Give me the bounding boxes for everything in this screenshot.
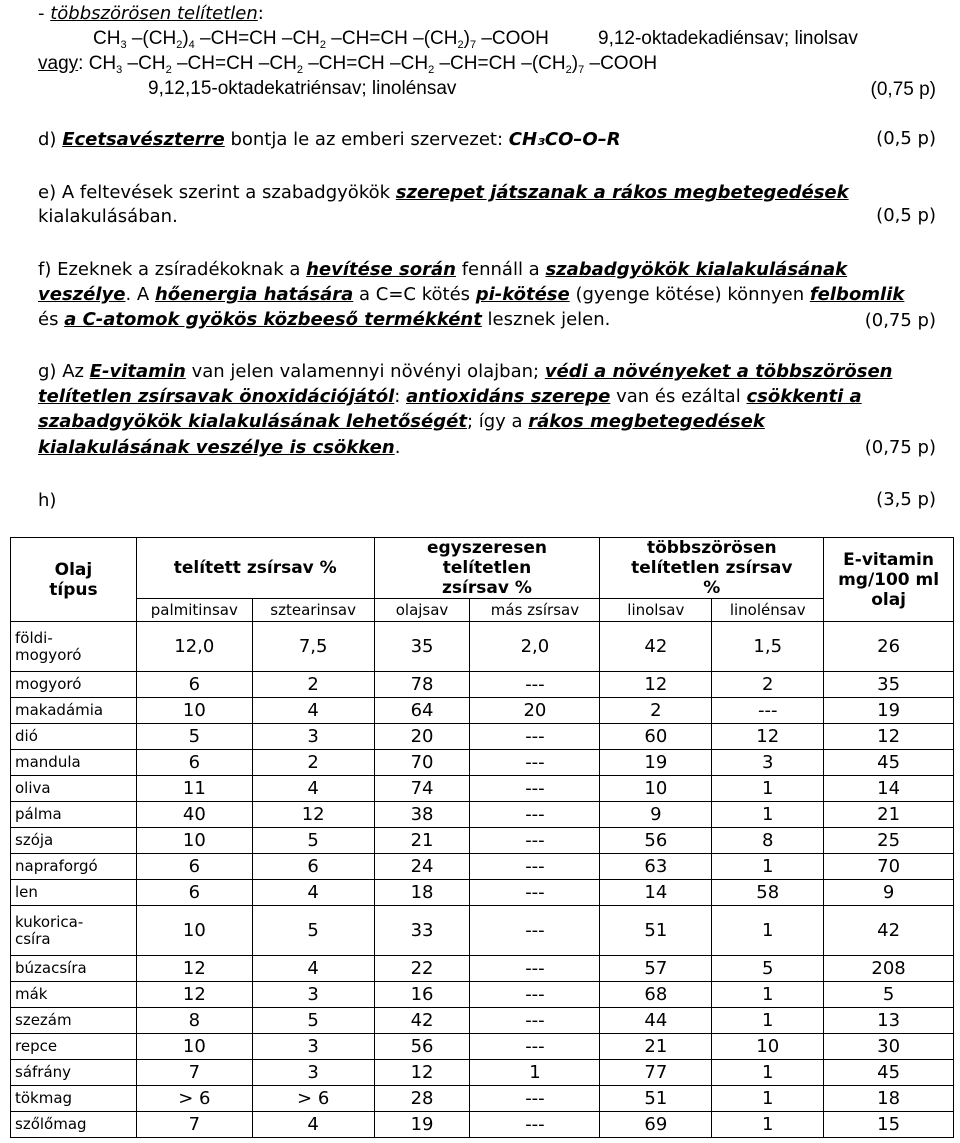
- value-cell: ---: [470, 1008, 600, 1034]
- table-row: [11, 982, 954, 1008]
- vagy-label: vagy: [38, 53, 79, 74]
- table-row: [11, 956, 954, 982]
- g-emph-6: szabadgyökök kialakulásának lehetőségét: [38, 411, 467, 432]
- label-f: f): [38, 259, 52, 280]
- section-intro: [38, 2, 936, 26]
- value-cell: 35: [824, 672, 954, 698]
- value-cell: ---: [470, 906, 600, 956]
- value-cell: 51: [600, 1086, 712, 1112]
- header-saturated: telített zsírsav %: [136, 538, 374, 599]
- header-vitamin-e: E-vitamin mg/100 ml olaj: [824, 538, 954, 622]
- value-cell: 10: [136, 828, 252, 854]
- value-cell: 22: [374, 956, 470, 982]
- subheader-linoleic: linolsav: [600, 599, 712, 622]
- value-cell: 24: [374, 854, 470, 880]
- value-cell: 12: [252, 802, 374, 828]
- value-cell: 1: [712, 1112, 824, 1138]
- oil-name-cell: földi- mogyoró: [11, 622, 137, 672]
- oil-name-cell: oliva: [11, 776, 137, 802]
- value-cell: 14: [600, 880, 712, 906]
- oil-name-cell: napraforgó: [11, 854, 137, 880]
- value-cell: 57: [600, 956, 712, 982]
- f-text-4: a C=C kötés: [353, 284, 476, 305]
- value-cell: 4: [252, 1112, 374, 1138]
- g-emph-1: E-vitamin: [89, 361, 186, 382]
- g-text-4: van és ezáltal: [610, 386, 747, 407]
- value-cell: 1: [470, 1060, 600, 1086]
- g-text-3: :: [394, 386, 407, 407]
- value-cell: 1,5: [712, 622, 824, 672]
- value-cell: 19: [374, 1112, 470, 1138]
- oil-name-cell: szója: [11, 828, 137, 854]
- value-cell: 10: [136, 698, 252, 724]
- value-cell: 25: [824, 828, 954, 854]
- value-cell: ---: [712, 698, 824, 724]
- value-cell: ---: [470, 854, 600, 880]
- formula-linoleic-name: 9,12-oktadekadiénsav; linolsav: [598, 28, 858, 49]
- value-cell: 10: [600, 776, 712, 802]
- value-cell: 70: [374, 750, 470, 776]
- item-d: [38, 128, 936, 152]
- value-cell: 7: [136, 1112, 252, 1138]
- value-cell: ---: [470, 880, 600, 906]
- f-text-3: . A: [125, 284, 155, 305]
- table-row: [11, 698, 954, 724]
- value-cell: 1: [712, 1086, 824, 1112]
- colon: :: [257, 3, 264, 24]
- table-row: [11, 776, 954, 802]
- subheader-stearic: sztearinsav: [252, 599, 374, 622]
- value-cell: 10: [136, 1034, 252, 1060]
- value-cell: 18: [824, 1086, 954, 1112]
- value-cell: 19: [824, 698, 954, 724]
- value-cell: 16: [374, 982, 470, 1008]
- value-cell: > 6: [252, 1086, 374, 1112]
- value-cell: 10: [712, 1034, 824, 1060]
- f-emph-7: a C-atomok gyökös közbeeső termékként: [64, 309, 482, 330]
- item-g-line1: [38, 360, 936, 384]
- table-row: [11, 750, 954, 776]
- subheader-oleic: olajsav: [374, 599, 470, 622]
- table-row: [11, 1034, 954, 1060]
- value-cell: 1: [712, 802, 824, 828]
- value-cell: > 6: [136, 1086, 252, 1112]
- f-emph-4: hőenergia hatására: [154, 284, 354, 305]
- value-cell: 12,0: [136, 622, 252, 672]
- value-cell: 38: [374, 802, 470, 828]
- table-row: [11, 1112, 954, 1138]
- f-emph-6: felbomlik: [809, 284, 905, 305]
- points-h: (3,5 p): [876, 489, 936, 510]
- f-text-6: és: [38, 309, 65, 330]
- dash: -: [38, 3, 51, 24]
- table-row: [11, 622, 954, 672]
- table-row: [11, 1060, 954, 1086]
- value-cell: 5: [712, 956, 824, 982]
- oil-name-cell: mák: [11, 982, 137, 1008]
- value-cell: 9: [824, 880, 954, 906]
- oil-name-cell: makadámia: [11, 698, 137, 724]
- points-g: (0,75 p): [864, 437, 936, 458]
- value-cell: 40: [136, 802, 252, 828]
- value-cell: 7: [136, 1060, 252, 1086]
- value-cell: ---: [470, 956, 600, 982]
- value-cell: 3: [252, 982, 374, 1008]
- oil-name-cell: szőlőmag: [11, 1112, 137, 1138]
- oil-name-cell: mandula: [11, 750, 137, 776]
- table-row: [11, 1086, 954, 1112]
- item-e-line2: kialakulásában.: [38, 206, 178, 227]
- value-cell: ---: [470, 750, 600, 776]
- ester-formula: CH₃CO–O–R: [508, 129, 621, 150]
- g-text-2: van jelen valamennyi növényi olajban;: [185, 361, 545, 382]
- value-cell: 12: [136, 956, 252, 982]
- value-cell: 6: [136, 880, 252, 906]
- value-cell: 6: [136, 854, 252, 880]
- header-monounsaturated: egyszeresen telítetlen zsírsav %: [374, 538, 600, 599]
- value-cell: 14: [824, 776, 954, 802]
- value-cell: 4: [252, 880, 374, 906]
- value-cell: 60: [600, 724, 712, 750]
- value-cell: 2: [252, 672, 374, 698]
- value-cell: 42: [824, 906, 954, 956]
- value-cell: 12: [374, 1060, 470, 1086]
- oil-name-cell: szezám: [11, 1008, 137, 1034]
- value-cell: 9: [600, 802, 712, 828]
- item-f-line3: [38, 308, 936, 332]
- value-cell: ---: [470, 1086, 600, 1112]
- f-emph-3: veszélye: [38, 284, 126, 305]
- subheader-linolenic: linolénsav: [712, 599, 824, 622]
- value-cell: 20: [374, 724, 470, 750]
- value-cell: 18: [374, 880, 470, 906]
- item-h: h): [38, 490, 57, 511]
- value-cell: ---: [470, 1034, 600, 1060]
- d-text: bontja le az emberi szervezet:: [224, 129, 509, 150]
- value-cell: 11: [136, 776, 252, 802]
- item-g-line3: [38, 410, 936, 434]
- f-text-5: (gyenge kötése) könnyen: [569, 284, 810, 305]
- value-cell: 44: [600, 1008, 712, 1034]
- value-cell: 5: [252, 906, 374, 956]
- f-text-2: fennáll a: [455, 259, 546, 280]
- value-cell: 20: [470, 698, 600, 724]
- value-cell: 6: [136, 750, 252, 776]
- table-row: [11, 1008, 954, 1034]
- table-body: [11, 622, 954, 1138]
- value-cell: 1: [712, 854, 824, 880]
- table-row: [11, 672, 954, 698]
- value-cell: 3: [252, 1060, 374, 1086]
- header-oil-type: Olaj típus: [11, 538, 137, 622]
- value-cell: 56: [374, 1034, 470, 1060]
- points-d: (0,5 p): [876, 128, 936, 149]
- g-emph-5: csökkenti a: [746, 386, 862, 407]
- oil-name-cell: pálma: [11, 802, 137, 828]
- f-text-7: lesznek jelen.: [481, 309, 611, 330]
- value-cell: ---: [470, 672, 600, 698]
- g-text-6: .: [394, 437, 401, 458]
- item-e-line1: [38, 181, 936, 205]
- f-emph-2: szabadgyökök kialakulásának: [545, 259, 848, 280]
- g-text-5: ; így a: [466, 411, 529, 432]
- value-cell: 1: [712, 1060, 824, 1086]
- value-cell: 12: [600, 672, 712, 698]
- value-cell: ---: [470, 802, 600, 828]
- table-row: [11, 906, 954, 956]
- g-emph-2: védi a növényeket a többszörösen: [544, 361, 893, 382]
- table-row: [11, 802, 954, 828]
- value-cell: 1: [712, 982, 824, 1008]
- item-g-line2: [38, 385, 936, 409]
- value-cell: 68: [600, 982, 712, 1008]
- value-cell: 12: [136, 982, 252, 1008]
- table-row: [11, 880, 954, 906]
- value-cell: 6: [252, 854, 374, 880]
- table-row: [11, 828, 954, 854]
- value-cell: 208: [824, 956, 954, 982]
- value-cell: 8: [136, 1008, 252, 1034]
- value-cell: 42: [600, 622, 712, 672]
- term-polyunsaturated: többszörösen telítetlen: [50, 3, 258, 24]
- value-cell: ---: [470, 776, 600, 802]
- value-cell: ---: [470, 1112, 600, 1138]
- label-e: e): [38, 182, 57, 203]
- e-emphasis: szerepet játszanak a rákos megbetegedések: [395, 182, 849, 203]
- points-a: (0,75 p): [870, 79, 936, 100]
- value-cell: 4: [252, 956, 374, 982]
- f-text-1: Ezeknek a zsíradékoknak a: [57, 259, 307, 280]
- value-cell: 12: [712, 724, 824, 750]
- table-row: [11, 854, 954, 880]
- subheader-palmitic: palmitinsav: [136, 599, 252, 622]
- f-emph-1: hevítése során: [306, 259, 456, 280]
- table-row: [11, 724, 954, 750]
- g-emph-7: rákos megbetegedések: [528, 411, 765, 432]
- value-cell: 3: [252, 724, 374, 750]
- value-cell: 21: [600, 1034, 712, 1060]
- subheader-other: más zsírsav: [470, 599, 600, 622]
- points-f: (0,75 p): [864, 310, 936, 331]
- value-cell: 7,5: [252, 622, 374, 672]
- label-d: d): [38, 129, 57, 150]
- value-cell: 2,0: [470, 622, 600, 672]
- header-polyunsaturated: többszörösen telítetlen zsírsav %: [600, 538, 824, 599]
- value-cell: 45: [824, 750, 954, 776]
- value-cell: 45: [824, 1060, 954, 1086]
- value-cell: 5: [252, 828, 374, 854]
- value-cell: 35: [374, 622, 470, 672]
- value-cell: 30: [824, 1034, 954, 1060]
- value-cell: 5: [824, 982, 954, 1008]
- oil-name-cell: dió: [11, 724, 137, 750]
- g-emph-4: antioxidáns szerepe: [406, 386, 611, 407]
- value-cell: 78: [374, 672, 470, 698]
- value-cell: 3: [712, 750, 824, 776]
- term-ester: Ecetsavészterre: [62, 129, 225, 150]
- g-emph-8: kialakulásának veszélye is csökken: [38, 437, 395, 458]
- value-cell: 58: [712, 880, 824, 906]
- e-text: A feltevések szerint a szabadgyökök: [61, 182, 396, 203]
- f-emph-5: pi-kötése: [475, 284, 570, 305]
- value-cell: 2: [252, 750, 374, 776]
- value-cell: 21: [374, 828, 470, 854]
- value-cell: 1: [712, 776, 824, 802]
- value-cell: 26: [824, 622, 954, 672]
- g-emph-3: telítetlen zsírsavak önoxidációjától: [38, 386, 395, 407]
- value-cell: 42: [374, 1008, 470, 1034]
- formula-linolenic-name: 9,12,15-oktadekatriénsav; linolénsav: [148, 78, 457, 99]
- value-cell: 2: [712, 672, 824, 698]
- value-cell: 10: [136, 906, 252, 956]
- label-g: g): [38, 361, 57, 382]
- points-e: (0,5 p): [876, 205, 936, 226]
- formula-linoleic: $CH_3$ $-(CH_2)_4$ –CH=CH $-CH_2$ –CH=CH $-(CH_2)_7$ –COOH: [93, 28, 549, 51]
- oil-composition-table: [10, 537, 954, 1138]
- value-cell: 13: [824, 1008, 954, 1034]
- value-cell: 3: [252, 1034, 374, 1060]
- value-cell: 51: [600, 906, 712, 956]
- item-f-line1: [38, 258, 936, 282]
- value-cell: 5: [252, 1008, 374, 1034]
- oil-name-cell: len: [11, 880, 137, 906]
- oil-name-cell: tökmag: [11, 1086, 137, 1112]
- value-cell: 19: [600, 750, 712, 776]
- formula-linolenic: vagy: $CH_3$ $-CH_2$ –CH=CH $-CH_2$ –CH=CH $-CH_2$ –CH=CH $-(CH_2)_7$ –COOH: [38, 53, 658, 76]
- oil-name-cell: repce: [11, 1034, 137, 1060]
- value-cell: 2: [600, 698, 712, 724]
- g-text-1: Az: [62, 361, 90, 382]
- value-cell: ---: [470, 982, 600, 1008]
- oil-name-cell: mogyoró: [11, 672, 137, 698]
- oil-name-cell: búzacsíra: [11, 956, 137, 982]
- value-cell: 74: [374, 776, 470, 802]
- value-cell: 5: [136, 724, 252, 750]
- value-cell: 15: [824, 1112, 954, 1138]
- value-cell: 28: [374, 1086, 470, 1112]
- value-cell: 6: [136, 672, 252, 698]
- item-f-line2: [38, 283, 936, 307]
- value-cell: 70: [824, 854, 954, 880]
- value-cell: ---: [470, 828, 600, 854]
- value-cell: 21: [824, 802, 954, 828]
- value-cell: 77: [600, 1060, 712, 1086]
- value-cell: 33: [374, 906, 470, 956]
- value-cell: 12: [824, 724, 954, 750]
- value-cell: ---: [470, 724, 600, 750]
- value-cell: 63: [600, 854, 712, 880]
- oil-name-cell: kukorica- csíra: [11, 906, 137, 956]
- value-cell: 64: [374, 698, 470, 724]
- value-cell: 1: [712, 906, 824, 956]
- oil-name-cell: sáfrány: [11, 1060, 137, 1086]
- value-cell: 56: [600, 828, 712, 854]
- value-cell: 4: [252, 698, 374, 724]
- value-cell: 4: [252, 776, 374, 802]
- item-g-line4: [38, 436, 936, 460]
- value-cell: 1: [712, 1008, 824, 1034]
- value-cell: 8: [712, 828, 824, 854]
- value-cell: 69: [600, 1112, 712, 1138]
